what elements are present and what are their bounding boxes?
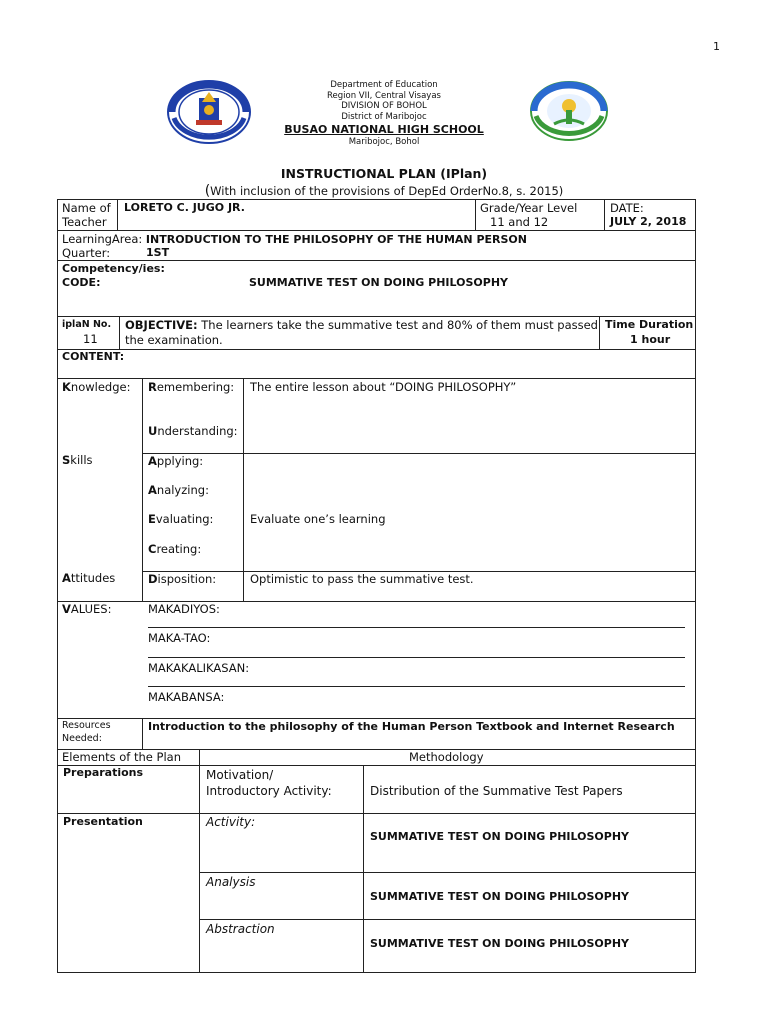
value-maka-tao-line	[148, 657, 685, 658]
competency-value: SUMMATIVE TEST ON DOING PHILOSOPHY	[249, 276, 508, 289]
objective-text-1: The learners take the summative test and 80% of them must passed	[197, 318, 598, 332]
content-row	[57, 349, 696, 379]
methodology-label: Methodology	[409, 750, 484, 764]
header-line-3: DIVISION OF BOHOL	[341, 101, 427, 111]
analyzing-label: Analyzing:	[148, 483, 209, 497]
iplan-label: iplaN No.	[62, 319, 112, 330]
value-makakalikasan-line	[148, 686, 685, 687]
resources-label-2: Needed:	[62, 733, 102, 744]
understanding-label: Understanding:	[148, 424, 238, 438]
evaluating-value: Evaluate one’s learning	[250, 512, 386, 526]
analysis-value: SUMMATIVE TEST ON DOING PHILOSOPHY	[370, 890, 629, 903]
iplan-number: 11	[83, 332, 98, 346]
motivation-value: Distribution of the Summative Test Papers	[370, 784, 623, 798]
quarter-label: Quarter:	[62, 246, 111, 260]
school-name: BUSAO NATIONAL HIGH SCHOOL	[284, 123, 484, 136]
subtitle-text: With inclusion of the provisions of DepEd OrderNo.8, s. 2015)	[210, 184, 564, 198]
learning-area-label: LearningArea:	[62, 232, 146, 246]
name-label-2: Teacher	[62, 215, 107, 229]
preparations-label: Preparations	[63, 766, 144, 779]
learning-area	[62, 232, 527, 247]
grade-value: 11 and 12	[490, 215, 549, 229]
school-location: Maribojoc, Bohol	[348, 137, 420, 147]
header-line-1: Department of Education	[330, 80, 438, 90]
value-makabansa: MAKABANSA:	[148, 690, 225, 704]
name-label-1: Name of	[62, 201, 111, 215]
subtitle-paren: (	[204, 183, 211, 199]
date-value: JULY 2, 2018	[610, 215, 687, 228]
analysis-label: Analysis	[206, 875, 256, 889]
value-makadiyos-line	[148, 627, 685, 628]
attitudes-label: Attitudes	[62, 571, 116, 585]
resources-value: Introduction to the philosophy of the Human Person Textbook and Internet Research	[148, 720, 675, 733]
code-label: CODE:	[62, 276, 101, 289]
values-label: VALUES:	[62, 602, 112, 616]
elements-of-plan-label: Elements of the Plan	[62, 750, 181, 764]
resources-label-1: Resources	[62, 720, 111, 731]
value-makakalikasan: MAKAKALIKASAN:	[148, 661, 250, 675]
motivation-label-1: Motivation/	[206, 768, 274, 782]
date-label: DATE:	[610, 201, 644, 215]
content-label: CONTENT:	[62, 350, 125, 363]
header-line-4: District of Maribojoc	[341, 111, 427, 122]
learning-area-value: INTRODUCTION TO THE PHILOSOPHY OF THE HUMAN PERSON	[145, 233, 527, 246]
disposition-label: Disposition:	[148, 572, 217, 586]
evaluating-label: Evaluating:	[148, 512, 214, 526]
header-line-2: Region VII, Central Visayas	[327, 90, 441, 101]
document-subtitle	[0, 183, 768, 199]
creating-label: Creating:	[148, 542, 202, 556]
objective-line-1	[125, 318, 598, 332]
activity-value: SUMMATIVE TEST ON DOING PHILOSOPHY	[370, 830, 629, 843]
applying-label: Applying:	[148, 454, 204, 468]
abstraction-label: Abstraction	[206, 922, 275, 936]
skills-label: Skills	[62, 453, 93, 467]
grade-label: Grade/Year Level	[480, 201, 578, 215]
time-duration-label: Time Duration	[605, 318, 694, 331]
abstraction-value: SUMMATIVE TEST ON DOING PHILOSOPHY	[370, 937, 629, 950]
objective-label: OBJECTIVE:	[125, 318, 198, 332]
page-number: 1	[713, 40, 720, 53]
quarter-value: 1ST	[146, 246, 170, 259]
teacher-name: LORETO C. JUGO JR.	[124, 201, 245, 214]
time-duration-value: 1 hour	[630, 333, 671, 346]
letterhead	[0, 80, 768, 148]
presentation-label: Presentation	[63, 815, 143, 828]
objective-line-2: the examination.	[125, 333, 223, 347]
remembering-label: Remembering:	[148, 380, 235, 394]
value-maka-tao: MAKA-TAO:	[148, 631, 211, 645]
activity-label: Activity:	[206, 815, 256, 829]
competency-label: Competency/ies:	[62, 262, 165, 275]
knowledge-label: Knowledge:	[62, 380, 131, 394]
disposition-value: Optimistic to pass the summative test.	[250, 572, 474, 586]
motivation-label-2: Introductory Activity:	[206, 784, 332, 798]
value-makadiyos: MAKADIYOS:	[148, 602, 220, 616]
document-title: INSTRUCTIONAL PLAN (IPlan)	[280, 166, 488, 181]
remembering-value: The entire lesson about “DOING PHILOSOPHY”	[250, 380, 517, 394]
